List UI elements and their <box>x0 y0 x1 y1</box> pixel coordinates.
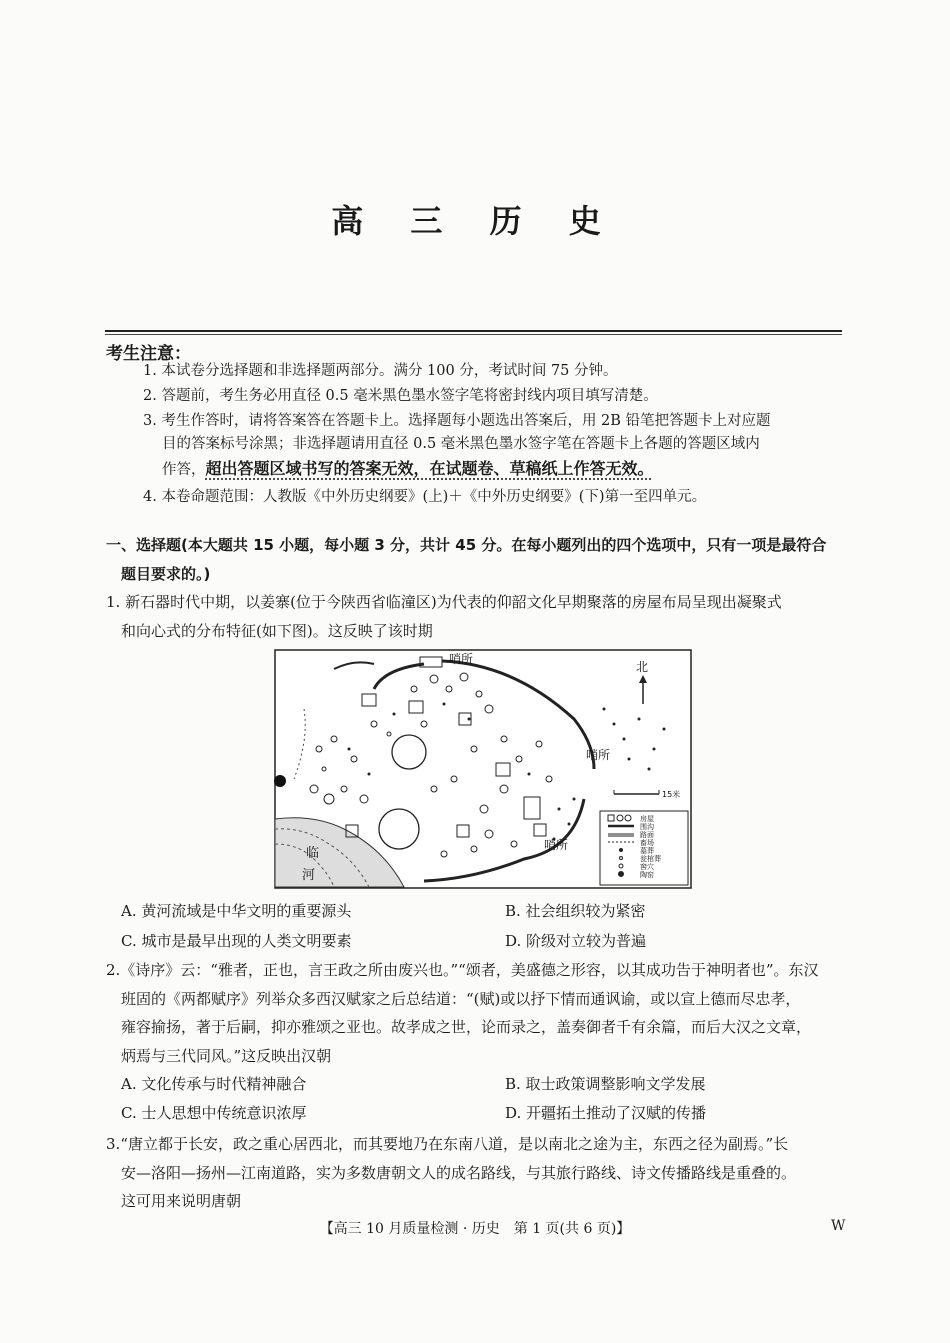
section-heading-line2: 题目要求的。) <box>121 565 211 583</box>
post-label-right: 哨所 <box>586 748 611 762</box>
section-heading-line1: 一、选择题(本大题共 15 小题，每小题 3 分，共计 45 分。在每小题列出的四个选项中，只有一项是最符合 <box>106 536 827 554</box>
legend-tomb: 墓葬 <box>640 847 654 855</box>
q2-stem-line1: 2.《诗序》云：“雅者，正也，言王政之所由废兴也。”“颂者，美盛德之形容，以其成功告于神明者也”。东汉 <box>106 961 819 979</box>
page-footer: 【高三 10 月质量检测 · 历史 第 1 页(共 6 页)】 <box>319 1221 631 1237</box>
notice-emphasis: 超出答题区域书写的答案无效，在试题卷、草稿纸上作答无效。 <box>205 459 654 478</box>
north-label: 北 <box>636 660 649 674</box>
river-label-2: 河 <box>302 868 316 883</box>
q3-stem-line3: 这可用来说明唐朝 <box>121 1192 242 1210</box>
q2-stem-line2: 班固的《两都赋序》列举众多西汉赋家之后总结道：“(赋)或以抒下情而通讽谕，或以宣上德而尽忠孝， <box>121 990 801 1008</box>
notice-item-3-end <box>162 457 654 482</box>
legend-cellar: 窖穴 <box>640 863 654 871</box>
q2-option-a: A. 文化传承与时代精神融合 <box>121 1075 307 1093</box>
q2-option-c: C. 士人思想中传统意识浓厚 <box>121 1104 307 1122</box>
section-heading <box>106 531 846 589</box>
paper-code: W <box>831 1218 846 1234</box>
q2-option-d: D. 开疆拓土推动了汉赋的传播 <box>505 1104 707 1122</box>
notice-item-3-prefix: 作答， <box>162 462 206 478</box>
q1-stem-line1: 1. 新石器时代中期，以姜寨(位于今陕西省临潼区)为代表的仰韶文化早期聚落的房屋布局呈现出凝聚式 <box>106 593 782 611</box>
legend-ditch: 围沟 <box>640 823 654 831</box>
q3-stem-line2: 安—洛阳—扬州—江南道路，实为多数唐朝文人的成名路线，与其旅行路线、诗文传播路线是重叠的。 <box>121 1164 797 1182</box>
notice-heading: 考生注意： <box>106 344 191 364</box>
q3-stem-line1: 3.“唐立都于长安，政之重心居西北，而其要地乃在东南八道，是以南北之途为主，东西之径为副焉。”长 <box>106 1135 789 1153</box>
q1-stem-line2: 和向心式的分布特征(如下图)。这反映了该时期 <box>121 622 433 640</box>
post-label-top: 哨所 <box>449 652 474 666</box>
q1-option-a: A. 黄河流域是中华文明的重要源头 <box>121 902 352 920</box>
notice-item-2: 2. 答题前，考生务必用直径 0.5 毫米黑色墨水签字笔将密封线内项目填写清楚。 <box>143 388 658 404</box>
notice-item-1: 1. 本试卷分选择题和非选择题两部分。满分 100 分，考试时间 75 分钟。 <box>143 363 618 379</box>
jiangzhai-settlement-map <box>274 649 692 889</box>
page-title: 高 三 历 史 <box>331 202 619 240</box>
legend-kiln: 陶窑 <box>640 871 654 879</box>
river-label-1: 临 <box>306 846 320 861</box>
legend-pen: 畜场 <box>640 839 654 847</box>
notice-item-3-cont: 目的答案标号涂黑；非选择题请用直径 0.5 毫米黑色墨水签字笔在答题卡上各题的答题区域内 <box>162 436 760 452</box>
legend-road: 路面 <box>640 831 654 839</box>
post-label-bottom: 哨所 <box>544 838 569 852</box>
divider-thin <box>105 334 842 335</box>
notice-item-3: 3. 考生作答时，请将答案答在答题卡上。选择题每小题选出答案后，用 2B 铅笔把答题卡上对应题 <box>143 413 771 429</box>
q1-option-b: B. 社会组织较为紧密 <box>505 902 646 920</box>
scale-label: 15米 <box>662 790 681 799</box>
q1-option-d: D. 阶级对立较为普遍 <box>505 932 647 950</box>
q2-option-b: B. 取士政策调整影响文学发展 <box>505 1075 706 1093</box>
divider-thick <box>105 330 842 332</box>
q2-stem-line4: 炳焉与三代同风。”这反映出汉朝 <box>121 1047 332 1065</box>
notice-item-4: 4. 本卷命题范围：人教版《中外历史纲要》(上)＋《中外历史纲要》(下)第一至四单元。 <box>143 489 707 505</box>
q2-stem-line3: 雍容揄扬，著于后嗣，抑亦雅颂之亚也。故孝成之世，论而录之，盖奏御者千有余篇，而后大汉之文章， <box>121 1018 812 1036</box>
legend-house: 房屋 <box>640 815 654 823</box>
q1-option-c: C. 城市是最早出现的人类文明要素 <box>121 932 352 950</box>
legend-urn-burial: 瓮棺葬 <box>640 855 661 863</box>
